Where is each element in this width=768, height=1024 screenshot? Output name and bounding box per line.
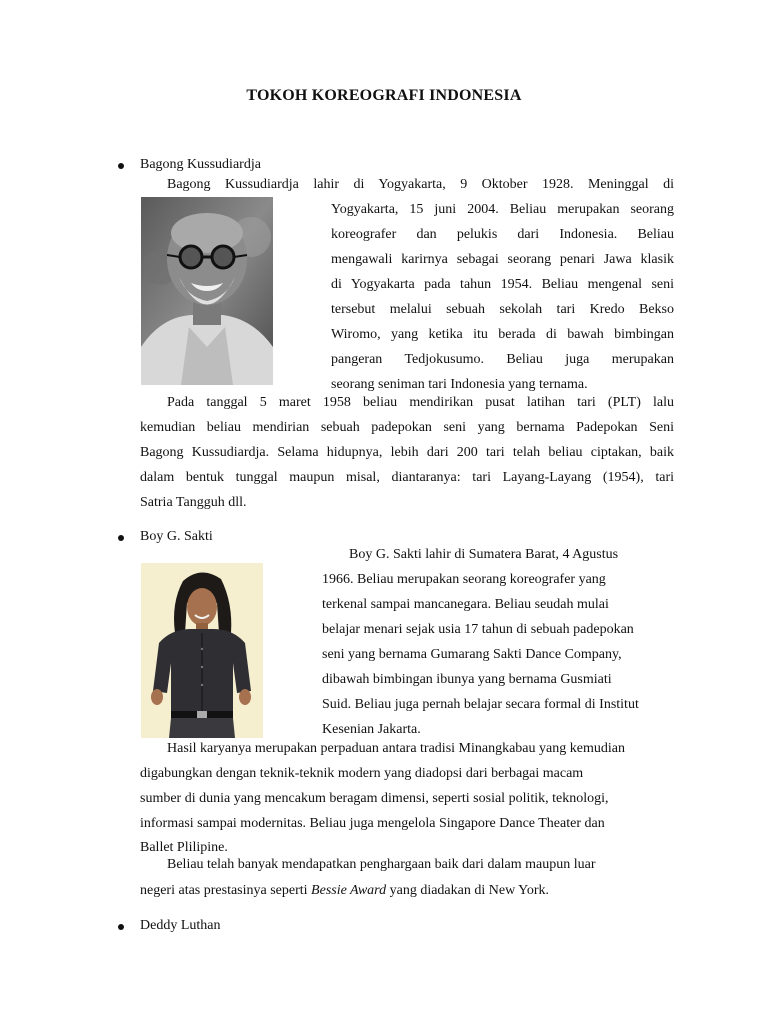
bio-line: pangeran Tedjokusumo. Beliau juga merupakan [331,352,674,367]
award-name-italic: Bessie Award [311,883,387,898]
bio-line: terkenal sampai mancanegara. Beliau seudah mulai [322,597,609,612]
bio-line: koreografer dan pelukis dari Indonesia. Beliau [331,227,674,242]
bio-line: tersebut melalui sebuah sekolah tari Kredo Bekso [331,302,674,317]
bio-line: di Yogyakarta pada tahun 1954. Beliau mengenal seni [331,277,674,292]
choreographer-name: Bagong Kussudiardja [140,157,261,172]
paragraph-line: Beliau telah banyak mendapatkan penghargaan baik dari dalam maupun luar [167,857,596,872]
bio-line: seorang seniman tari Indonesia yang ternama. [331,377,588,392]
bio-line: Kesenian Jakarta. [322,722,421,737]
bio-line: mengawali karirnya sebagai seorang penari Jawa klasik [331,252,674,267]
bio-line: Wiromo, yang ketika itu berada di bawah bimbingan [331,327,674,342]
paragraph-line: dalam bentuk tunggal maupun misal, diantaranya: tari Layang-Layang (1954), tari [140,470,674,485]
paragraph-line: Bagong Kussudiardja. Selama hidupnya, lebih dari 200 tari telah beliau ciptakan, baik [140,445,674,460]
bio-line: Yogyakarta, 15 juni 2004. Beliau merupakan seorang [331,202,674,217]
bio-line: dibawah bimbingan ibunya yang bernama Gusmiati [322,672,612,687]
award-text-pre: negeri atas prestasinya seperti [140,883,312,898]
choreographer-name: Deddy Luthan [140,918,221,933]
paragraph-line: digabungkan dengan teknik-teknik modern yang diadopsi dari berbagai macam [140,766,584,781]
paragraph-line: Ballet Plilipine. [140,840,228,855]
bio-line: 1966. Beliau merupakan seorang koreografer yang [322,572,606,587]
bio-line: Bagong Kussudiardja lahir di Yogyakarta, 9 Oktober 1928. Meninggal di [167,177,674,192]
award-text-post: yang diadakan di New York. [386,883,550,898]
bio-line: seni yang bernama Gumarang Sakti Dance Company, [322,647,622,662]
page-title: TOKOH KOREOGRAFI INDONESIA [246,87,522,104]
bullet-icon [118,161,128,171]
paragraph-line: Pada tanggal 5 maret 1958 beliau mendirikan pusat latihan tari (PLT) lalu [167,395,674,410]
paragraph-line: Satria Tangguh dll. [140,495,247,510]
bio-line: belajar menari sejak usia 17 tahun di sebuah padepokan [322,622,634,637]
paragraph-line: informasi sampai modernitas. Beliau juga mengelola Singapore Dance Theater dan [140,816,605,831]
paragraph-line: Hasil karyanya merupakan perpaduan antara tradisi Minangkabau yang kemudian [167,741,625,756]
bullet-icon [118,533,128,543]
paragraph-line [140,883,549,899]
bio-line: Suid. Beliau juga pernah belajar secara formal di Institut [322,697,639,712]
bio-line: Boy G. Sakti lahir di Sumatera Barat, 4 Agustus [349,547,619,562]
choreographer-name: Boy G. Sakti [140,529,213,544]
paragraph-line: kemudian beliau mendirian sebuah padepokan seni yang bernama Padepokan Seni [140,420,674,435]
paragraph-line: sumber di dunia yang mencakum beragam dimensi, seperti sosial politik, teknologi, [140,791,609,806]
photo-bagong-kussudiardja [141,197,273,385]
photo-boy-g-sakti [141,563,263,738]
bullet-icon [118,922,128,932]
